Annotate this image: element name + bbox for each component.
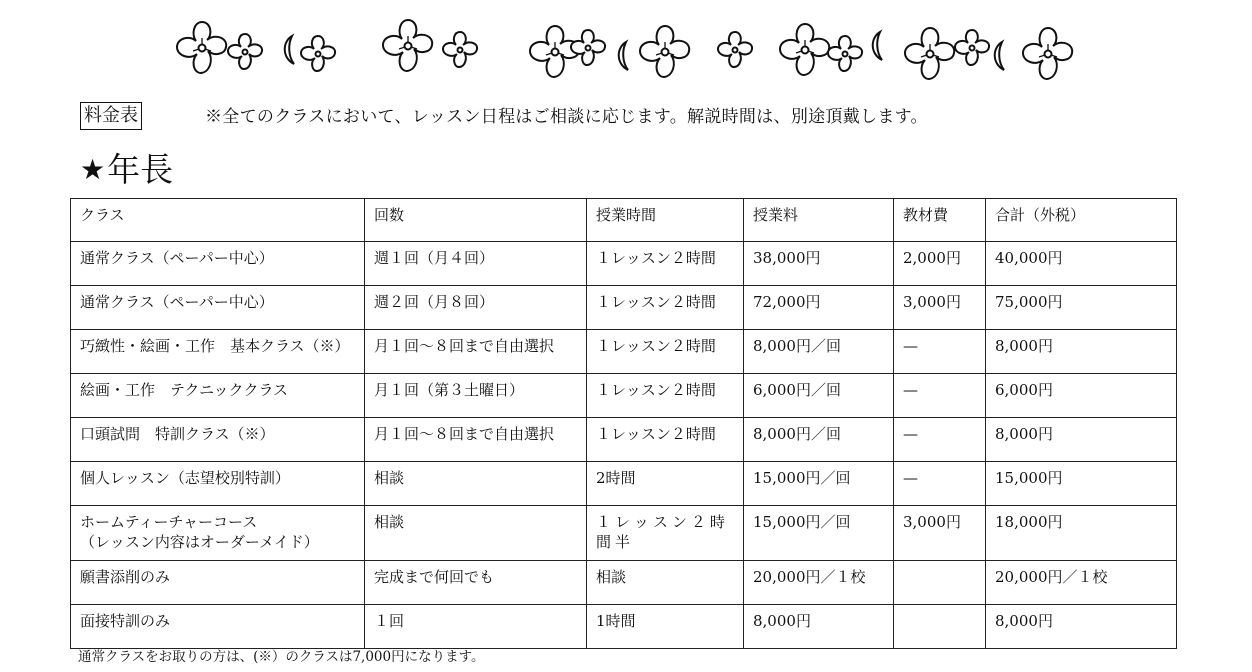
table-row bbox=[71, 605, 1177, 649]
cell-count: 月１回～８回まで自由選択 bbox=[365, 330, 587, 374]
table-row bbox=[71, 462, 1177, 506]
cell-fee: 8,000円／回 bbox=[744, 330, 894, 374]
discount-note: 通常クラスをお取りの方は、(※）のクラスは7,000円になります。 bbox=[78, 649, 485, 665]
table-row bbox=[71, 242, 1177, 286]
cell-time: 相談 bbox=[587, 561, 744, 605]
cell-total: 18,000円 bbox=[986, 506, 1177, 561]
cell-total: 8,000円 bbox=[986, 330, 1177, 374]
price-table bbox=[70, 198, 1177, 649]
cell-time: １レッスン２時間 bbox=[587, 330, 744, 374]
cell-fee: 38,000円 bbox=[744, 242, 894, 286]
table-row bbox=[71, 330, 1177, 374]
cell-material: — bbox=[894, 330, 986, 374]
cell-time: １レッスン２時間半 bbox=[587, 506, 744, 561]
leaf-icon bbox=[285, 36, 294, 64]
cell-class: 口頭試問 特訓クラス（※） bbox=[71, 418, 365, 462]
flower-icon bbox=[828, 36, 862, 71]
cell-total: 20,000円／１校 bbox=[986, 561, 1177, 605]
flower-icon bbox=[301, 36, 335, 71]
cell-fee: 8,000円／回 bbox=[744, 418, 894, 462]
leaf-icon bbox=[873, 32, 882, 60]
cell-fee: 72,000円 bbox=[744, 286, 894, 330]
flower-decoration-svg bbox=[160, 8, 1080, 88]
cell-class: 面接特訓のみ bbox=[71, 605, 365, 649]
cell-fee: 15,000円／回 bbox=[744, 462, 894, 506]
cell-total: 8,000円 bbox=[986, 605, 1177, 649]
cell-class: 通常クラス（ペーパー中心） bbox=[71, 242, 365, 286]
cell-fee: 6,000円／回 bbox=[744, 374, 894, 418]
cell-class: 絵画・工作 テクニッククラス bbox=[71, 374, 365, 418]
table-row bbox=[71, 506, 1177, 561]
flower-icon bbox=[718, 32, 752, 67]
flower-icon bbox=[955, 30, 989, 65]
cell-time: 1時間 bbox=[587, 605, 744, 649]
cell-material bbox=[894, 561, 986, 605]
leaf-icon bbox=[995, 42, 1004, 70]
cell-count: 相談 bbox=[365, 506, 587, 561]
cell-fee: 8,000円 bbox=[744, 605, 894, 649]
cell-count: 週２回（月８回） bbox=[365, 286, 587, 330]
leaf-icon bbox=[619, 42, 628, 70]
schedule-note: ※全てのクラスにおいて、レッスン日程はご相談に応じます。解説時間は、別途頂戴します。 bbox=[205, 107, 928, 127]
flower-icon bbox=[443, 32, 477, 67]
header-material: 教材費 bbox=[894, 199, 986, 242]
flower-icon bbox=[905, 28, 954, 79]
cell-time: １レッスン２時間 bbox=[587, 242, 744, 286]
table-header-row bbox=[71, 199, 1177, 242]
cell-total: 75,000円 bbox=[986, 286, 1177, 330]
cell-total: 15,000円 bbox=[986, 462, 1177, 506]
cell-count: 週１回（月４回） bbox=[365, 242, 587, 286]
flower-icon bbox=[640, 26, 689, 77]
flower-icon bbox=[228, 34, 262, 69]
cell-time: １レッスン２時間 bbox=[587, 374, 744, 418]
header-count: 回数 bbox=[365, 199, 587, 242]
header-class: クラス bbox=[71, 199, 365, 242]
cell-class bbox=[71, 506, 365, 561]
section-title: 年長 bbox=[107, 150, 174, 189]
section-heading bbox=[80, 148, 173, 192]
price-table-label: 料金表 bbox=[80, 102, 142, 130]
cell-count: 相談 bbox=[365, 462, 587, 506]
cell-fee: 20,000円／１校 bbox=[744, 561, 894, 605]
flower-banner bbox=[160, 8, 1080, 88]
table-row bbox=[71, 418, 1177, 462]
header-fee: 授業料 bbox=[744, 199, 894, 242]
star-icon: ★ bbox=[80, 153, 106, 186]
cell-class-line2: （レッスン内容はオーダーメイド） bbox=[80, 533, 319, 551]
cell-time: １レッスン２時間 bbox=[587, 286, 744, 330]
header-total: 合計（外税） bbox=[986, 199, 1177, 242]
flower-icon bbox=[780, 24, 829, 75]
cell-time: 2時間 bbox=[587, 462, 744, 506]
cell-count: １回 bbox=[365, 605, 587, 649]
cell-material: 3,000円 bbox=[894, 506, 986, 561]
cell-material: — bbox=[894, 374, 986, 418]
cell-count: 完成まで何回でも bbox=[365, 561, 587, 605]
flower-icon bbox=[571, 30, 605, 65]
table-row bbox=[71, 286, 1177, 330]
cell-count: 月１回～８回まで自由選択 bbox=[365, 418, 587, 462]
cell-material: — bbox=[894, 462, 986, 506]
flower-icon bbox=[177, 22, 226, 73]
cell-material bbox=[894, 605, 986, 649]
cell-time: １レッスン２時間 bbox=[587, 418, 744, 462]
cell-material: 2,000円 bbox=[894, 242, 986, 286]
flower-icon bbox=[1023, 28, 1072, 79]
header-time: 授業時間 bbox=[587, 199, 744, 242]
cell-total: 6,000円 bbox=[986, 374, 1177, 418]
cell-class-line1: ホームティーチャーコース bbox=[80, 513, 258, 531]
cell-fee: 15,000円／回 bbox=[744, 506, 894, 561]
cell-material: 3,000円 bbox=[894, 286, 986, 330]
cell-count: 月１回（第３土曜日） bbox=[365, 374, 587, 418]
flower-icon bbox=[383, 20, 432, 71]
cell-total: 40,000円 bbox=[986, 242, 1177, 286]
cell-class: 個人レッスン（志望校別特訓） bbox=[71, 462, 365, 506]
table-row bbox=[71, 561, 1177, 605]
cell-total: 8,000円 bbox=[986, 418, 1177, 462]
cell-class: 巧緻性・絵画・工作 基本クラス（※） bbox=[71, 330, 365, 374]
table-row bbox=[71, 374, 1177, 418]
cell-class: 通常クラス（ペーパー中心） bbox=[71, 286, 365, 330]
cell-class: 願書添削のみ bbox=[71, 561, 365, 605]
cell-material: — bbox=[894, 418, 986, 462]
